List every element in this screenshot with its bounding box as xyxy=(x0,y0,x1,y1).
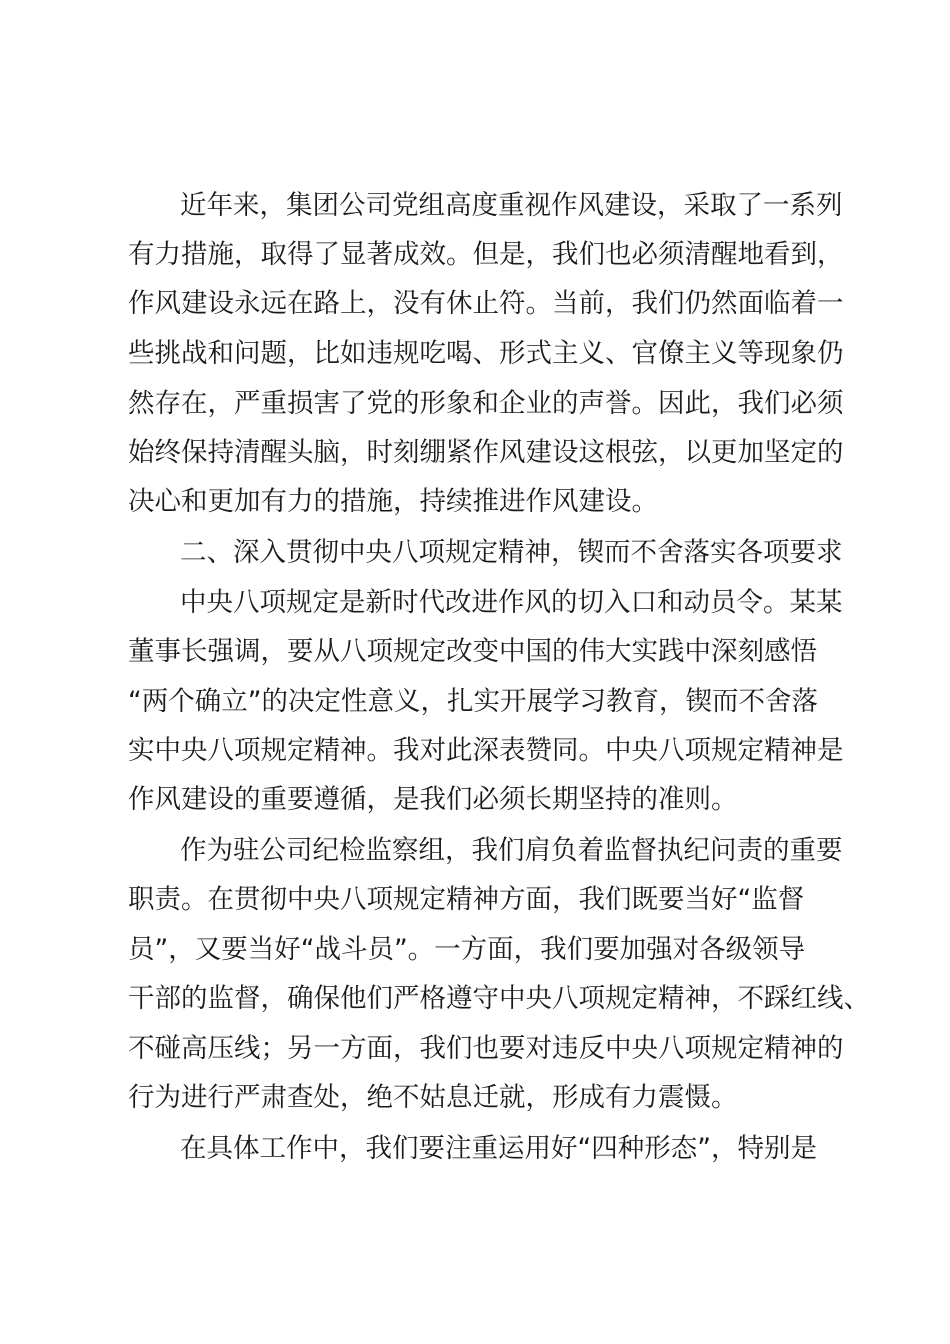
paragraph-2-line-5: 作风建设的重要遵循，是我们必须长期坚持的准则。 xyxy=(128,784,738,815)
paragraph-3-line-2: 职责。在贯彻中央八项规定精神方面，我们既要当好“监督 xyxy=(128,884,805,915)
paragraph-3-line-6: 行为进行严肃查处，绝不姑息迁就，形成有力震慑。 xyxy=(128,1082,738,1113)
paragraph-3-line-1: 作为驻公司纪检监察组，我们肩负着监督执纪问责的重要 xyxy=(180,835,843,866)
paragraph-1-line-5: 然存在，严重损害了党的形象和企业的声誉。因此，我们必须 xyxy=(128,388,844,419)
paragraph-4-line-1: 在具体工作中，我们要注重运用好“四种形态”，特别是 xyxy=(180,1133,817,1164)
paragraph-2-line-1: 中央八项规定是新时代改进作风的切入口和动员令。某某 xyxy=(180,587,843,618)
paragraph-1-line-6: 始终保持清醒头脑，时刻绷紧作风建设这根弦，以更加坚定的 xyxy=(128,437,844,468)
paragraph-3-line-3: 员”，又要当好“战斗员”。一方面，我们要加强对各级领导 xyxy=(128,934,806,965)
paragraph-1-line-2: 有力措施，取得了显著成效。但是，我们也必须清醒地看到， xyxy=(128,239,844,270)
paragraph-2-line-2: 董事长强调，要从八项规定改变中国的伟大实践中深刻感悟 xyxy=(128,636,817,667)
paragraph-2-line-3: “两个确立”的决定性意义，扎实开展学习教育，锲而不舍落 xyxy=(128,686,818,717)
section-heading: 二、深入贯彻中央八项规定精神，锲而不舍落实各项要求 xyxy=(180,537,843,568)
paragraph-1-line-7: 决心和更加有力的措施，持续推进作风建设。 xyxy=(128,486,658,517)
paragraph-1-line-3: 作风建设永远在路上，没有休止符。当前，我们仍然面临着一 xyxy=(128,288,844,319)
paragraph-1-line-4: 些挑战和问题，比如违规吃喝、形式主义、官僚主义等现象仍 xyxy=(128,338,844,369)
paragraph-2-line-4: 实中央八项规定精神。我对此深表赞同。中央八项规定精神是 xyxy=(128,735,844,766)
paragraph-1-line-1: 近年来，集团公司党组高度重视作风建设，采取了一系列 xyxy=(180,190,843,221)
paragraph-3-line-4: 干部的监督，确保他们严格遵守中央八项规定精神，不踩红线、 xyxy=(128,983,870,1014)
paragraph-3-line-5: 不碰高压线；另一方面，我们也要对违反中央八项规定精神的 xyxy=(128,1033,844,1064)
